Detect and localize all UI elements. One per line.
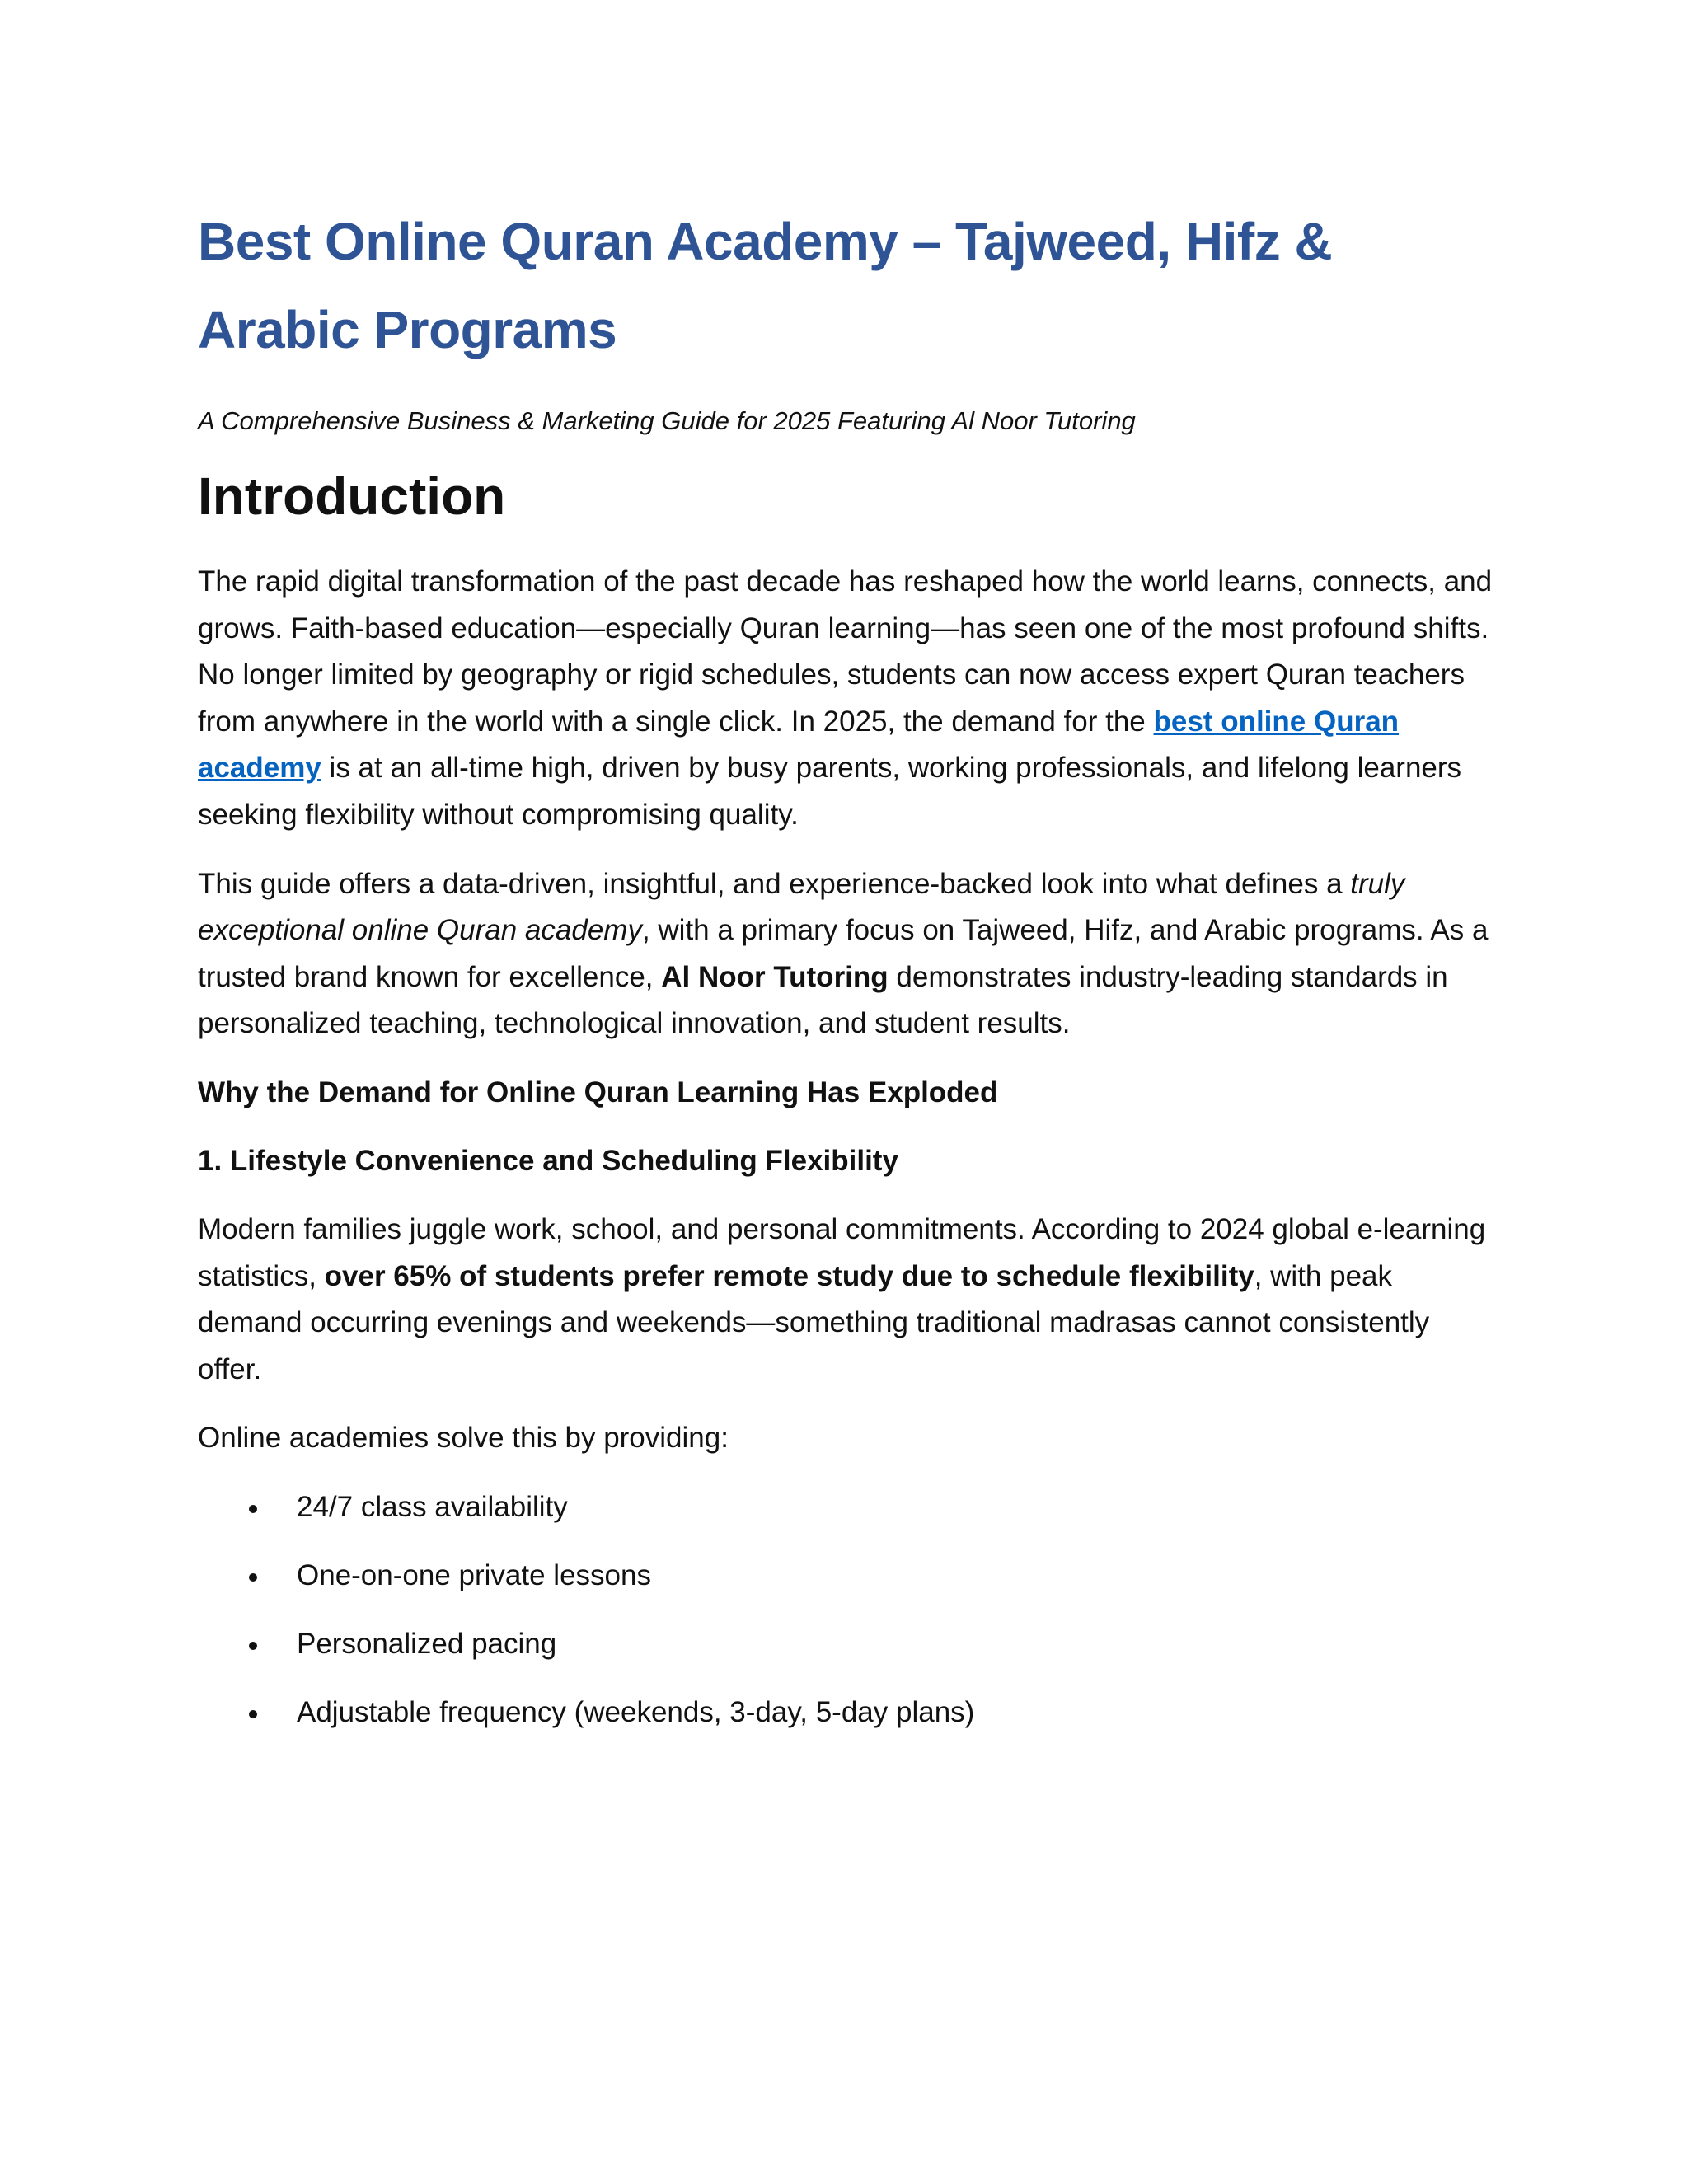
bullet-icon [249,1505,257,1513]
document-subtitle: A Comprehensive Business & Marketing Guide for 2025 Featuring Al Noor Tutoring [198,406,1136,435]
brand-name: Al Noor Tutoring [661,960,889,993]
demand-heading: Why the Demand for Online Quran Learning Has Exploded [198,1076,998,1108]
intro2-text-3: demonstrates industry-leading standards in personalized teaching, technological innovation, and student results. [198,960,1448,1040]
list-item [198,1553,1500,1599]
intro2-italic-text: truly exceptional online Quran academy [198,867,1405,947]
intro-paragraph-2 [198,861,1500,1047]
list-item-text: 24/7 class availability [297,1490,568,1523]
list-item-text: Personalized pacing [297,1627,557,1660]
intro-paragraph-1 [198,559,1500,839]
best-online-quran-academy-link[interactable]: best online Quran academy [198,705,1400,785]
solutions-intro: Online academies solve this by providing: [198,1422,729,1455]
intro-text-after-link: is at an all-time high, driven by busy parents, working professionals, and lifelong learners seeking flexibility without compromising quality. [198,752,1462,831]
benefits-list [198,1484,1500,1736]
list-item [198,1690,1500,1736]
lifestyle-paragraph [198,1207,1500,1393]
intro2-text-1: This guide offers a data-driven, insightful, and experience-backed look into what defines a [198,867,1351,900]
list-item [198,1484,1500,1530]
lifestyle-text-1: Modern families juggle work, school, and personal commitments. According to 2024 global e-learning statistics, [198,1212,1486,1292]
list-item-text: One-on-one private lessons [297,1558,651,1591]
document-title: Best Online Quran Academy – Tajweed, Hifz & Arabic Programs [198,212,1333,359]
list-item [198,1621,1500,1667]
bullet-icon [249,1710,257,1718]
introduction-heading: Introduction [198,466,506,526]
intro2-text-2: , with a primary focus on Tajweed, Hifz, and Arabic programs. As a trusted brand known for excellence, [198,914,1489,993]
list-item-text: Adjustable frequency (weekends, 3-day, 5-day plans) [297,1695,975,1728]
statistic-highlight: over 65% of students prefer remote study due to schedule flexibility [324,1259,1254,1292]
lifestyle-text-2: , with peak demand occurring evenings and weekends—something traditional madrasas cannot consistently offer. [198,1259,1430,1385]
intro-text-before-link: The rapid digital transformation of the past decade has reshaped how the world learns, connects, and grows. Faith-based education—especially Quran learning—has seen one of the most profound shifts. No longer limited by geography or rigid schedules, students can now access expert Quran teachers from anywhere in the world with a single click. In 2025, the demand for the [198,565,1493,738]
document-page [198,198,1500,1758]
bullet-icon [249,1573,257,1582]
bullet-icon [249,1642,257,1650]
lifestyle-heading: 1. Lifestyle Convenience and Scheduling Flexibility [198,1144,898,1177]
